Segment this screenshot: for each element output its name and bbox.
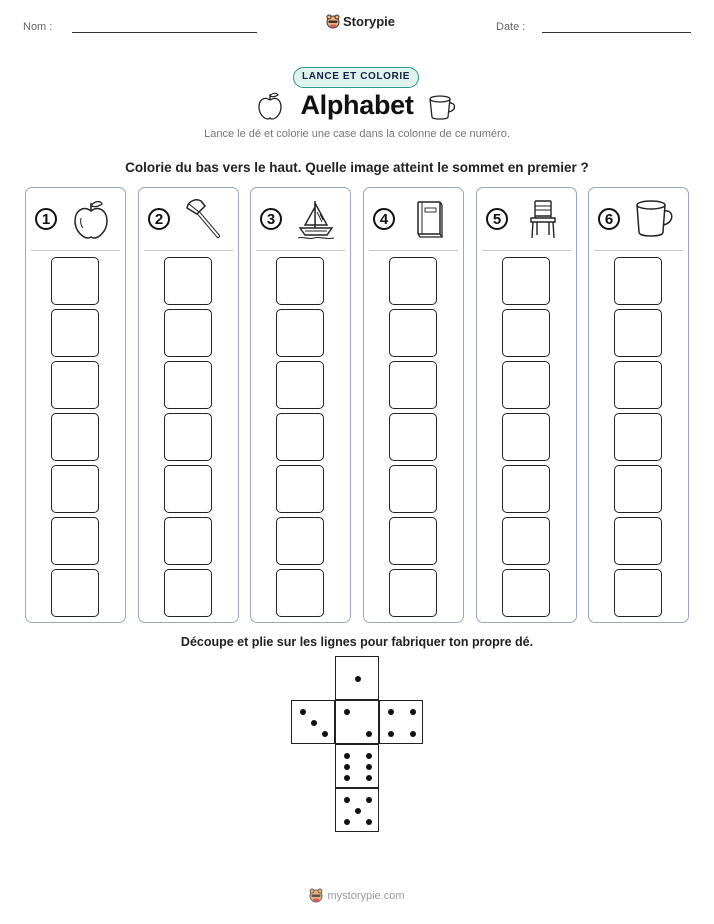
column-number: 5 [486,208,508,230]
coloring-cell[interactable] [164,309,212,357]
column-3 [250,187,351,623]
storypie-mascot-icon [309,888,323,903]
coloring-cell[interactable] [276,517,324,565]
coloring-cell[interactable] [51,465,99,513]
column-divider [31,250,120,251]
dice-pip [410,731,416,737]
dice-face-4 [379,700,423,744]
storypie-mascot-icon [326,14,340,29]
column-1 [25,187,126,623]
column-6 [588,187,689,623]
column-5 [476,187,577,623]
coloring-cell[interactable] [614,413,662,461]
coloring-cell[interactable] [389,309,437,357]
dice-pip [366,819,372,825]
coloring-cell[interactable] [389,361,437,409]
date-label: Date : [496,21,526,33]
brand-logo [326,14,395,29]
dice-pip [366,775,372,781]
book-icon [409,198,449,240]
coloring-cell[interactable] [502,465,550,513]
column-number: 2 [148,208,170,230]
coloring-cell[interactable] [164,413,212,461]
dice-instruction: Découpe et plie sur les lignes pour fabriquer ton propre dé. [180,635,534,649]
name-label: Nom : [23,21,53,33]
coloring-cell[interactable] [164,361,212,409]
coloring-cell[interactable] [502,257,550,305]
coloring-cell[interactable] [51,257,99,305]
coloring-cell[interactable] [502,569,550,617]
dice-pip [355,808,361,814]
dice-pip [344,709,350,715]
coloring-cell[interactable] [276,569,324,617]
coloring-cell[interactable] [51,309,99,357]
coloring-cell[interactable] [51,569,99,617]
coloring-cell[interactable] [502,361,550,409]
column-number: 4 [373,208,395,230]
subtitle: Lance le dé et colorie une case dans la colonne de ce numéro. [204,128,510,140]
coloring-cell[interactable] [51,361,99,409]
column-number: 3 [260,208,282,230]
column-number: 6 [598,208,620,230]
dice-pip [366,753,372,759]
column-header [26,188,125,250]
column-2 [138,187,239,623]
dice-pip [355,676,361,682]
coloring-cell[interactable] [614,465,662,513]
coloring-cell[interactable] [276,257,324,305]
coloring-cell[interactable] [276,309,324,357]
coloring-cell[interactable] [614,361,662,409]
dice-pip [410,709,416,715]
dice-face-5 [335,788,379,832]
column-divider [594,250,683,251]
dice-pip [366,764,372,770]
dice-face-1 [335,656,379,700]
coloring-cell[interactable] [164,257,212,305]
coloring-cell[interactable] [164,517,212,565]
dice-pip [388,709,394,715]
coloring-cell[interactable] [614,569,662,617]
dice-pip [300,709,306,715]
dice-pip [344,775,350,781]
footer-url[interactable]: mystorypie.com [327,889,405,902]
dice-pip [366,731,372,737]
coloring-cell[interactable] [276,465,324,513]
coloring-cell[interactable] [164,569,212,617]
column-number: 1 [35,208,57,230]
instruction-text: Colorie du bas vers le haut. Quelle image atteint le sommet en premier ? [125,160,589,175]
footer [0,888,714,903]
mug-icon [634,198,674,240]
sailboat-icon [296,198,336,240]
coloring-cell[interactable] [51,413,99,461]
column-divider [369,250,458,251]
coloring-cell[interactable] [389,413,437,461]
dice-pip [322,731,328,737]
column-divider [144,250,233,251]
date-line[interactable] [542,32,691,33]
coloring-cell[interactable] [276,413,324,461]
name-line[interactable] [72,32,257,33]
column-divider [256,250,345,251]
page-title: Alphabet [300,90,414,120]
column-header [251,188,350,250]
dice-pip [344,764,350,770]
column-divider [482,250,571,251]
coloring-cell[interactable] [389,569,437,617]
coloring-cell[interactable] [276,361,324,409]
chair-icon [522,198,562,240]
coloring-cell[interactable] [164,465,212,513]
dice-pip [344,797,350,803]
mug-title-icon [427,94,459,120]
coloring-cell[interactable] [389,517,437,565]
column-header [589,188,688,250]
dice-face-2 [335,700,379,744]
coloring-cell[interactable] [502,517,550,565]
coloring-cell[interactable] [614,517,662,565]
dice-pip [311,720,317,726]
coloring-cell[interactable] [389,257,437,305]
dice-face-3 [291,700,335,744]
column-header [364,188,463,250]
column-4 [363,187,464,623]
coloring-cell[interactable] [51,517,99,565]
brand-name: Storypie [343,14,396,29]
axe-icon [184,198,224,240]
coloring-cell[interactable] [502,309,550,357]
coloring-cell[interactable] [389,465,437,513]
column-header [139,188,238,250]
dice-pip [344,819,350,825]
dice-pip [366,797,372,803]
column-header [477,188,576,250]
coloring-cell[interactable] [502,413,550,461]
coloring-cell[interactable] [614,257,662,305]
activity-badge: LANCE ET COLORIE [293,67,419,88]
apple-icon [71,198,111,240]
coloring-cell[interactable] [614,309,662,357]
dice-pip [344,753,350,759]
dice-pip [388,731,394,737]
dice-face-6 [335,744,379,788]
